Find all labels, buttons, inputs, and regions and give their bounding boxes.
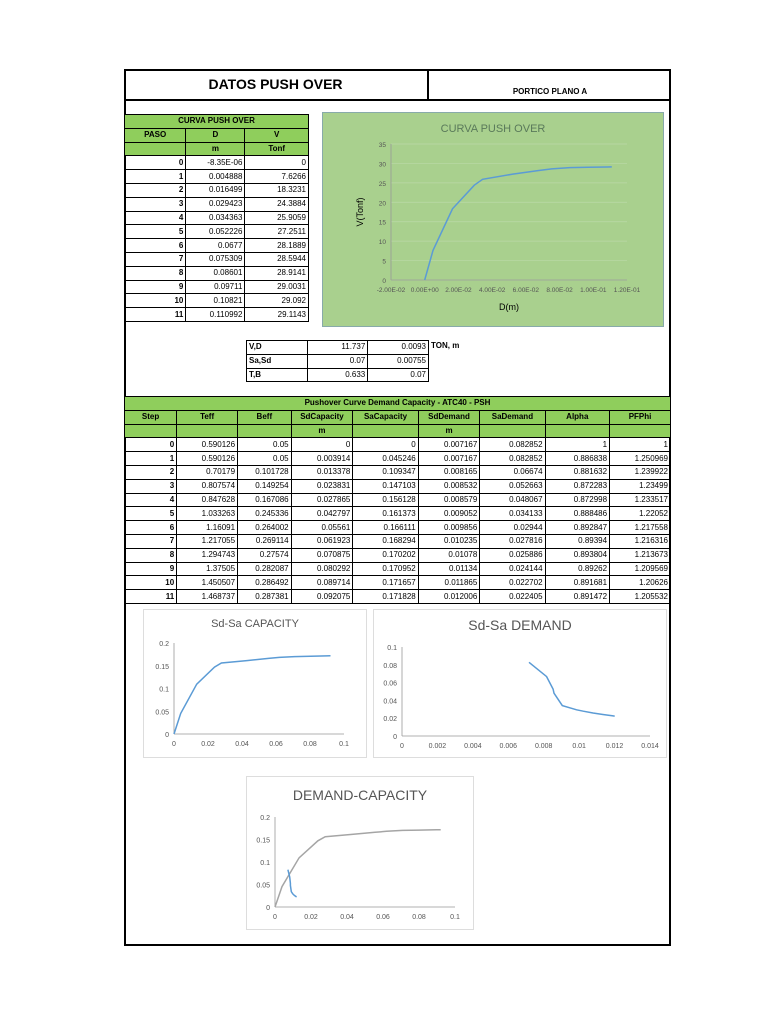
table-cell: 1.217558 (610, 521, 671, 535)
capacity-chart (143, 609, 367, 758)
table-cell: 0.245336 (238, 507, 292, 521)
table-row (125, 479, 671, 493)
table-cell: 0.008165 (418, 465, 480, 479)
y-tick-label: 35 (378, 142, 386, 149)
table-cell: 0.891681 (545, 576, 610, 590)
table-row (125, 438, 671, 452)
table-cell: -8.35E-06 (186, 156, 245, 170)
table-cell: 29.092 (245, 294, 309, 308)
table-cell: 0.025886 (480, 548, 545, 562)
table-row (125, 493, 671, 507)
table-cell: 1.033263 (177, 507, 238, 521)
column-unit (238, 424, 292, 438)
table-cell: 28.5944 (245, 252, 309, 266)
table-cell: 0.08601 (186, 266, 245, 280)
summary-value: 0.00755 (368, 354, 429, 368)
table-row (125, 225, 309, 239)
x-tick-label: 0.006 (499, 743, 518, 750)
column-header: PFPhi (610, 410, 671, 424)
table-cell: 1 (545, 438, 610, 452)
x-tick-label: 4.00E-02 (478, 287, 506, 294)
x-tick-label: 0.02 (201, 741, 215, 748)
table-cell: 9 (125, 280, 186, 294)
summary-value: 0.0093 (368, 341, 429, 355)
table-cell: 0.807574 (177, 479, 238, 493)
table-cell: 0.007167 (418, 438, 480, 452)
x-tick-label: 6.00E-02 (512, 287, 540, 294)
table-cell: 7 (125, 534, 177, 548)
series-line (425, 167, 612, 280)
table-cell: 0.082852 (480, 438, 545, 452)
table-cell: 0.024144 (480, 562, 545, 576)
table-cell: 0.147103 (353, 479, 418, 493)
table-cell: 11 (125, 308, 186, 322)
table-cell: 25.9059 (245, 211, 309, 225)
column-header: SdDemand (418, 410, 480, 424)
column-unit (610, 424, 671, 438)
table-cell: 4 (125, 493, 177, 507)
table-cell: 0.045246 (353, 452, 418, 466)
table-cell: 0.052663 (480, 479, 545, 493)
table-row (125, 170, 309, 184)
table-cell: 3 (125, 479, 177, 493)
column-unit (480, 424, 545, 438)
table-cell: 18.3231 (245, 183, 309, 197)
table-cell: 1.468737 (177, 590, 238, 604)
x-tick-label: 0.08 (303, 741, 317, 748)
table-cell: 0.092075 (291, 590, 353, 604)
x-tick-label: 0.08 (412, 914, 426, 921)
table-cell: 0.082852 (480, 452, 545, 466)
table-cell: 1.16091 (177, 521, 238, 535)
table-cell: 0.01078 (418, 548, 480, 562)
table-cell: 1.294743 (177, 548, 238, 562)
table-row (125, 590, 671, 604)
table-cell: 1 (610, 438, 671, 452)
x-tick-label: 0.002 (428, 743, 447, 750)
chart-title: Sd-Sa DEMAND (468, 617, 572, 633)
page-subtitle: PORTICO PLANO A (429, 69, 671, 101)
table-cell: 0.070875 (291, 548, 353, 562)
table-cell: 0.892847 (545, 521, 610, 535)
table-cell: 0.008579 (418, 493, 480, 507)
table-cell: 0.05561 (291, 521, 353, 535)
table-cell: 1.209569 (610, 562, 671, 576)
x-tick-label: 0.00E+00 (410, 287, 439, 294)
demand-capacity-chart (246, 776, 474, 930)
table-cell: 0.590126 (177, 452, 238, 466)
table-cell: 0 (291, 438, 353, 452)
x-tick-label: 0.004 (464, 743, 482, 750)
table-cell: 1.37505 (177, 562, 238, 576)
table-cell: 8 (125, 266, 186, 280)
column-header: SdCapacity (291, 410, 353, 424)
table-cell: 28.1889 (245, 239, 309, 253)
table-cell: 0.70179 (177, 465, 238, 479)
table-row (125, 507, 671, 521)
x-tick-label: 0.1 (450, 914, 460, 921)
table-cell: 11 (125, 590, 177, 604)
page-title: DATOS PUSH OVER (124, 69, 429, 101)
table-cell: 0.590126 (177, 438, 238, 452)
table-cell: 0.101728 (238, 465, 292, 479)
x-tick-label: 0.01 (572, 743, 586, 750)
capacity-chart-svg (144, 610, 366, 757)
summary-value: 0.633 (307, 368, 368, 382)
table-cell: 0.269114 (238, 534, 292, 548)
push-over-chart-svg (323, 113, 663, 326)
col-paso: PASO (125, 128, 186, 142)
column-header: Step (125, 410, 177, 424)
column-unit (353, 424, 418, 438)
table-row (125, 308, 309, 322)
table-cell: 0.287381 (238, 590, 292, 604)
y-tick-label: 0 (165, 732, 169, 739)
column-header: SaCapacity (353, 410, 418, 424)
table-cell: 0.052226 (186, 225, 245, 239)
y-tick-label: 0 (393, 734, 397, 741)
table-cell: 1.22052 (610, 507, 671, 521)
table-cell: 24.3884 (245, 197, 309, 211)
col-d: D (186, 128, 245, 142)
table-cell: 0.171657 (353, 576, 418, 590)
x-tick-label: 0.008 (534, 743, 553, 750)
x-tick-label: 0.04 (340, 914, 354, 921)
y-tick-label: 0.15 (256, 837, 270, 845)
column-header: Beff (238, 410, 292, 424)
x-tick-label: 2.00E-02 (445, 287, 472, 294)
table-cell: 0.022702 (480, 576, 545, 590)
table-cell: 0.029423 (186, 197, 245, 211)
x-tick-label: 0.06 (269, 741, 283, 748)
chart-title: DEMAND-CAPACITY (292, 787, 428, 803)
x-tick-label: 0.06 (376, 914, 390, 921)
table-cell: 5 (125, 225, 186, 239)
table-cell: 0.286492 (238, 576, 292, 590)
table-cell: 0.034133 (480, 507, 545, 521)
unit-paso (125, 142, 186, 156)
x-tick-label: 0 (400, 743, 404, 750)
x-tick-label: 0 (172, 741, 176, 748)
demand-capacity-chart-svg (247, 777, 473, 929)
table-cell: 9 (125, 562, 177, 576)
table-cell: 8 (125, 548, 177, 562)
table-cell: 0.89394 (545, 534, 610, 548)
x-tick-label: 1.00E-01 (580, 287, 607, 294)
table-cell: 0.282087 (238, 562, 292, 576)
table-cell: 4 (125, 211, 186, 225)
y-tick-label: 0.15 (155, 663, 169, 671)
table-cell: 0.02944 (480, 521, 545, 535)
table-cell: 6 (125, 521, 177, 535)
table-cell: 0.166111 (353, 521, 418, 535)
table-cell: 0.003914 (291, 452, 353, 466)
table-cell: 0.872998 (545, 493, 610, 507)
y-tick-label: 30 (378, 161, 386, 169)
y-tick-label: 0 (382, 278, 386, 285)
table-cell: 0.012006 (418, 590, 480, 604)
table-cell: 0.022405 (480, 590, 545, 604)
table-cell: 0.004888 (186, 170, 245, 184)
summary-value: 11.737 (307, 341, 368, 355)
table-cell: 1.216316 (610, 534, 671, 548)
table-cell: 0.048067 (480, 493, 545, 507)
y-tick-label: 0.02 (383, 716, 397, 724)
table-cell: 1.205532 (610, 590, 671, 604)
unit-d: m (186, 142, 245, 156)
unit-note: TON, m (431, 341, 460, 350)
table-cell: 0.168294 (353, 534, 418, 548)
push-over-table (124, 114, 309, 322)
table-row (125, 156, 309, 170)
table-cell: 0 (125, 156, 186, 170)
table-cell: 0.010235 (418, 534, 480, 548)
table-cell: 0.10821 (186, 294, 245, 308)
chart-title: CURVA PUSH OVER (440, 123, 546, 135)
table-cell: 0.886838 (545, 452, 610, 466)
table-row (125, 521, 671, 535)
column-unit: m (418, 424, 480, 438)
y-tick-label: 20 (378, 200, 386, 208)
table-cell: 2 (125, 465, 177, 479)
y-tick-label: 0.1 (159, 686, 169, 694)
table-cell: 0.872283 (545, 479, 610, 493)
table-row (125, 280, 309, 294)
table-cell: 0.27574 (238, 548, 292, 562)
table-cell: 10 (125, 576, 177, 590)
table-cell: 1.250969 (610, 452, 671, 466)
table-cell: 0.027816 (480, 534, 545, 548)
table-cell: 1 (125, 452, 177, 466)
chart-title: Sd-Sa CAPACITY (211, 618, 299, 630)
table-cell: 1.213673 (610, 548, 671, 562)
table-cell: 0.0677 (186, 239, 245, 253)
summary-value: 0.07 (368, 368, 429, 382)
table-cell: 0.080292 (291, 562, 353, 576)
y-tick-label: 0.1 (260, 860, 270, 867)
table-row (125, 294, 309, 308)
push-over-chart (322, 112, 664, 327)
y-tick-label: 0.08 (383, 662, 397, 670)
series-line (529, 662, 615, 716)
summary-value: 0.07 (307, 354, 368, 368)
x-tick-label: 0.012 (605, 743, 624, 750)
table-row (125, 576, 671, 590)
push-table-title: CURVA PUSH OVER (125, 115, 309, 129)
column-unit (125, 424, 177, 438)
table-row (125, 183, 309, 197)
y-tick-label: 0.2 (260, 815, 270, 822)
table-cell: 29.0031 (245, 280, 309, 294)
y-tick-label: 0.05 (256, 882, 270, 890)
table-cell: 0.011865 (418, 576, 480, 590)
table-cell: 0.89262 (545, 562, 610, 576)
x-tick-label: 0 (273, 914, 277, 921)
table-row (125, 211, 309, 225)
y-tick-label: 0.04 (383, 698, 397, 706)
table-cell: 5 (125, 507, 177, 521)
table-cell: 0.023831 (291, 479, 353, 493)
table-row (125, 252, 309, 266)
table-cell: 0.027865 (291, 493, 353, 507)
table-cell: 0 (245, 156, 309, 170)
table-cell: 1.450507 (177, 576, 238, 590)
table-cell: 2 (125, 183, 186, 197)
table-row (125, 197, 309, 211)
table-cell: 29.1143 (245, 308, 309, 322)
table-row (125, 562, 671, 576)
y-tick-label: 0.2 (159, 641, 169, 648)
series-line (288, 870, 297, 897)
series-line (275, 830, 441, 907)
table-cell: 1.233517 (610, 493, 671, 507)
table-cell: 1.23499 (610, 479, 671, 493)
table-row (125, 452, 671, 466)
table-cell: 1 (125, 170, 186, 184)
table-cell: 0.009052 (418, 507, 480, 521)
table-cell: 0.171828 (353, 590, 418, 604)
table-cell: 0.013378 (291, 465, 353, 479)
table-cell: 0.881632 (545, 465, 610, 479)
y-tick-label: 0 (266, 905, 270, 912)
x-axis-label: D(m) (499, 302, 519, 312)
table-cell: 0.05 (238, 452, 292, 466)
y-tick-label: 5 (382, 258, 386, 266)
y-tick-label: 15 (378, 219, 386, 227)
table-cell: 27.2511 (245, 225, 309, 239)
table-cell: 0.161373 (353, 507, 418, 521)
x-tick-label: 0.02 (304, 914, 318, 921)
x-tick-label: 1.20E-01 (613, 287, 641, 294)
table-cell: 0.05 (238, 438, 292, 452)
column-header: Teff (177, 410, 238, 424)
table-row (125, 266, 309, 280)
table-row (125, 465, 671, 479)
table-cell: 0.089714 (291, 576, 353, 590)
demand-capacity-table (124, 396, 671, 604)
x-tick-label: 8.00E-02 (546, 287, 573, 294)
table-row (125, 548, 671, 562)
table-cell: 0.06674 (480, 465, 545, 479)
y-axis-label: V(Tonf) (355, 197, 365, 227)
table-cell: 0.156128 (353, 493, 418, 507)
summary-table (246, 340, 429, 382)
table-cell: 0.888486 (545, 507, 610, 521)
y-tick-label: 0.06 (383, 680, 397, 688)
table-cell: 0.075309 (186, 252, 245, 266)
unit-v: Tonf (245, 142, 309, 156)
table-cell: 0.109347 (353, 465, 418, 479)
table-cell: 0.167086 (238, 493, 292, 507)
table-cell: 0.009856 (418, 521, 480, 535)
table-cell: 0.01134 (418, 562, 480, 576)
table-cell: 0.007167 (418, 452, 480, 466)
summary-label: T,B (247, 368, 308, 382)
column-header: SaDemand (480, 410, 545, 424)
table-cell: 0 (353, 438, 418, 452)
table-cell: 7 (125, 252, 186, 266)
table-cell: 0.042797 (291, 507, 353, 521)
summary-label: V,D (247, 341, 308, 355)
table-cell: 0.891472 (545, 590, 610, 604)
demand-table-title: Pushover Curve Demand Capacity - ATC40 - PSH (125, 397, 671, 411)
table-cell: 0.149254 (238, 479, 292, 493)
demand-chart-svg (374, 610, 666, 757)
table-cell: 0.110992 (186, 308, 245, 322)
table-cell: 0.09711 (186, 280, 245, 294)
summary-label: Sa,Sd (247, 354, 308, 368)
series-line (174, 656, 331, 734)
col-v: V (245, 128, 309, 142)
table-cell: 0.264002 (238, 521, 292, 535)
table-cell: 0.847628 (177, 493, 238, 507)
table-cell: 0.034363 (186, 211, 245, 225)
table-cell: 10 (125, 294, 186, 308)
y-tick-label: 10 (378, 239, 386, 247)
column-header: Alpha (545, 410, 610, 424)
table-cell: 0.008532 (418, 479, 480, 493)
y-tick-label: 25 (378, 180, 386, 188)
table-cell: 0.016499 (186, 183, 245, 197)
x-tick-label: 0.1 (339, 741, 349, 748)
table-cell: 1.239922 (610, 465, 671, 479)
table-cell: 0.893804 (545, 548, 610, 562)
column-unit (545, 424, 610, 438)
column-unit: m (291, 424, 353, 438)
x-tick-label: 0.04 (235, 741, 249, 748)
table-cell: 3 (125, 197, 186, 211)
table-cell: 0.170952 (353, 562, 418, 576)
table-cell: 0.170202 (353, 548, 418, 562)
x-tick-label: 0.014 (641, 743, 659, 750)
table-cell: 6 (125, 239, 186, 253)
table-row (125, 534, 671, 548)
table-row (125, 239, 309, 253)
x-tick-label: -2.00E-02 (376, 287, 406, 294)
table-cell: 0.061923 (291, 534, 353, 548)
table-cell: 1.217055 (177, 534, 238, 548)
y-tick-label: 0.1 (387, 645, 397, 652)
table-cell: 28.9141 (245, 266, 309, 280)
table-cell: 0 (125, 438, 177, 452)
table-cell: 1.20626 (610, 576, 671, 590)
table-cell: 7.6266 (245, 170, 309, 184)
column-unit (177, 424, 238, 438)
demand-chart (373, 609, 667, 758)
y-tick-label: 0.05 (155, 709, 169, 717)
